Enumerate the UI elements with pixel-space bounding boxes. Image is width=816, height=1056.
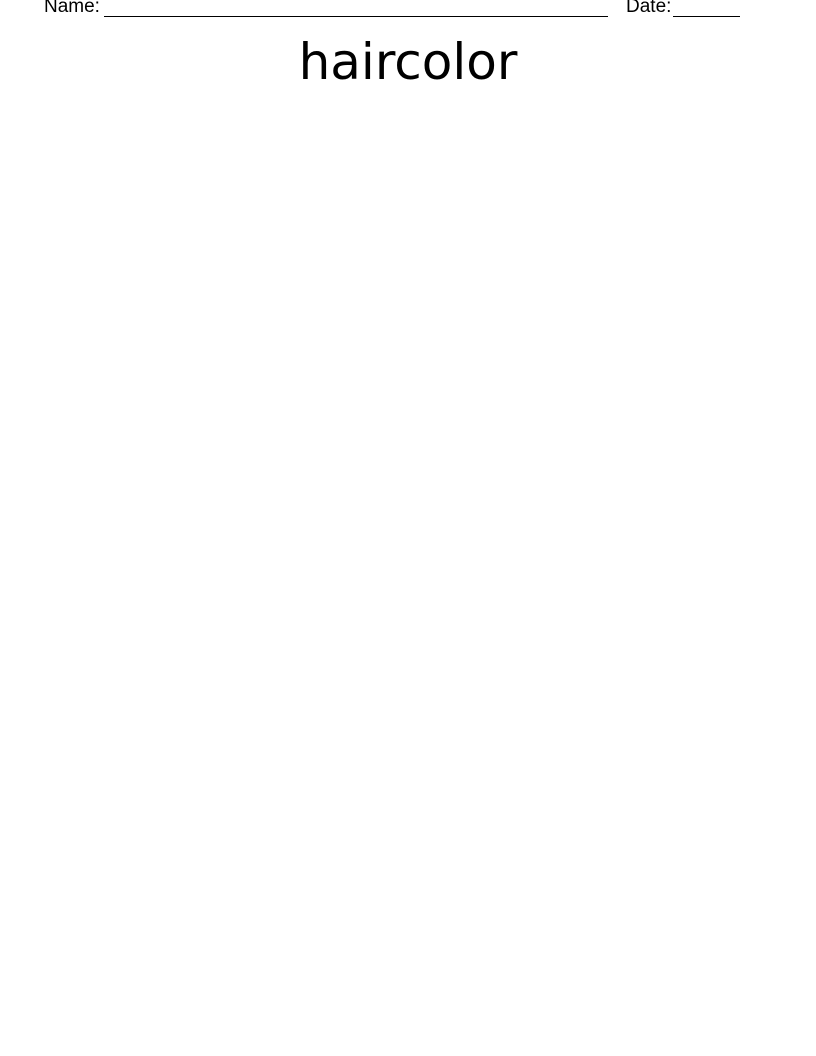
name-label: Name: [44, 0, 100, 17]
page-title: haircolor [298, 33, 518, 91]
date-label: Date: [626, 0, 672, 17]
